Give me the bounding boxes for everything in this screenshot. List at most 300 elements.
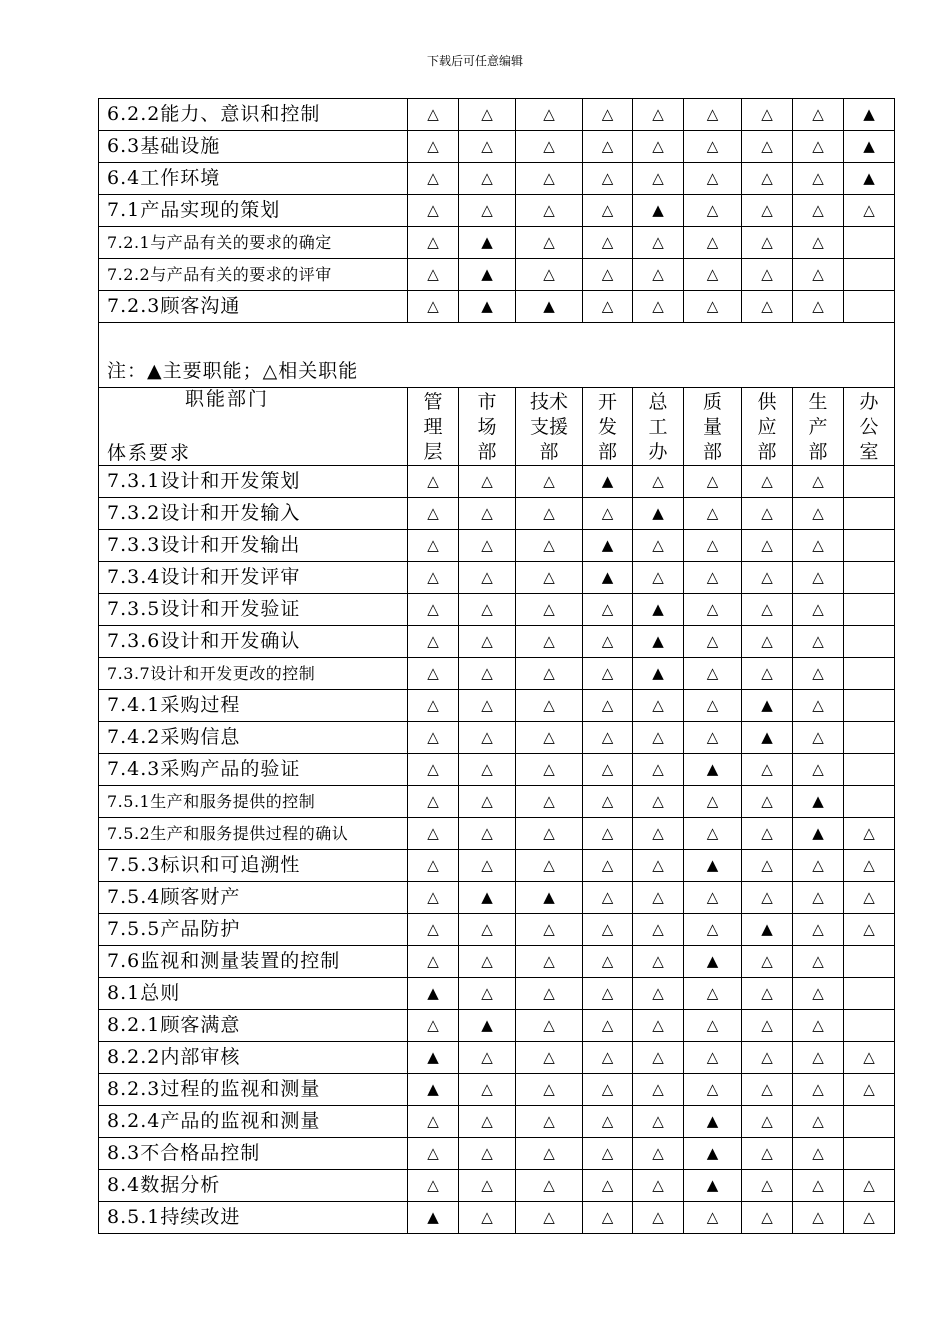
responsibility-cell <box>583 818 633 850</box>
responsibility-cell <box>793 291 844 323</box>
table-row <box>99 594 895 626</box>
related-function-mark: △ <box>481 600 493 618</box>
related-function-mark: △ <box>812 600 824 618</box>
related-function-mark: △ <box>427 728 439 746</box>
responsibility-cell <box>793 1010 844 1042</box>
responsibility-cell <box>684 530 742 562</box>
related-function-mark: △ <box>601 888 614 906</box>
primary-function-mark: ▲ <box>427 1208 439 1226</box>
responsibility-cell <box>684 818 742 850</box>
responsibility-cell <box>793 626 844 658</box>
requirement-cell: 7.1产品实现的策划 <box>99 195 408 227</box>
legend-note: 注：▲主要职能；△相关职能 <box>99 323 895 388</box>
table-row <box>99 882 895 914</box>
responsibility-cell <box>793 1106 844 1138</box>
responsibility-cell <box>516 594 583 626</box>
requirement-cell: 7.6监视和测量装置的控制 <box>99 946 408 978</box>
responsibility-cell <box>633 690 684 722</box>
related-function-mark: △ <box>427 696 439 714</box>
responsibility-cell <box>742 562 793 594</box>
responsibility-cell <box>459 658 516 690</box>
responsibility-cell <box>408 1042 459 1074</box>
related-function-mark: △ <box>543 1080 555 1098</box>
related-function-mark: △ <box>427 792 439 810</box>
requirement-cell: 7.3.3设计和开发输出 <box>99 530 408 562</box>
responsibility-cell <box>408 530 459 562</box>
related-function-mark: △ <box>427 920 439 938</box>
department-header-cell <box>793 388 844 466</box>
related-function-mark: △ <box>761 952 773 970</box>
related-function-mark: △ <box>761 472 773 490</box>
responsibility-cell <box>742 754 793 786</box>
related-function-mark: △ <box>427 1176 439 1194</box>
related-function-mark: △ <box>706 233 719 251</box>
responsibility-cell <box>583 978 633 1010</box>
responsibility-cell <box>684 1202 742 1234</box>
related-function-mark: △ <box>481 201 493 219</box>
requirement-cell: 7.4.3采购产品的验证 <box>99 754 408 786</box>
primary-function-mark: ▲ <box>706 952 719 970</box>
related-function-mark: △ <box>481 952 493 970</box>
responsibility-cell <box>684 1010 742 1042</box>
responsibility-cell <box>844 466 895 498</box>
table-row <box>99 530 895 562</box>
related-function-mark: △ <box>427 472 439 490</box>
related-function-mark: △ <box>652 728 664 746</box>
responsibility-cell <box>459 530 516 562</box>
responsibility-cell <box>408 786 459 818</box>
related-function-mark: △ <box>706 824 719 842</box>
related-function-mark: △ <box>481 504 493 522</box>
responsibility-cell <box>583 626 633 658</box>
responsibility-cell <box>793 163 844 195</box>
responsibility-cell <box>516 882 583 914</box>
responsibility-cell <box>684 946 742 978</box>
related-function-mark: △ <box>652 888 664 906</box>
responsibility-cell <box>844 1042 895 1074</box>
related-function-mark: △ <box>812 888 824 906</box>
related-function-mark: △ <box>543 760 555 778</box>
related-function-mark: △ <box>812 137 824 155</box>
responsibility-cell <box>742 227 793 259</box>
responsibility-cell <box>459 163 516 195</box>
table-row <box>99 1170 895 1202</box>
responsibility-cell <box>459 291 516 323</box>
responsibility-cell <box>742 1202 793 1234</box>
responsibility-cell <box>516 818 583 850</box>
related-function-mark: △ <box>652 920 664 938</box>
related-function-mark: △ <box>543 824 555 842</box>
related-function-mark: △ <box>706 1080 719 1098</box>
related-function-mark: △ <box>863 824 875 842</box>
responsibility-cell <box>844 259 895 291</box>
related-function-mark: △ <box>427 568 439 586</box>
related-function-mark: △ <box>601 233 614 251</box>
responsibility-cell <box>742 1010 793 1042</box>
responsibility-cell <box>408 195 459 227</box>
responsibility-cell <box>633 259 684 291</box>
responsibility-cell <box>844 658 895 690</box>
related-function-mark: △ <box>706 472 719 490</box>
responsibility-cell <box>742 131 793 163</box>
responsibility-cell <box>742 658 793 690</box>
responsibility-cell <box>583 1106 633 1138</box>
responsibility-cell <box>633 562 684 594</box>
responsibility-cell <box>583 530 633 562</box>
responsibility-cell <box>844 1074 895 1106</box>
responsibility-cell <box>844 1010 895 1042</box>
responsibility-cell <box>459 754 516 786</box>
responsibility-cell <box>408 466 459 498</box>
responsibility-cell <box>583 466 633 498</box>
primary-function-mark: ▲ <box>601 568 614 586</box>
related-function-mark: △ <box>706 888 719 906</box>
responsibility-cell <box>793 658 844 690</box>
related-function-mark: △ <box>812 696 824 714</box>
responsibility-cell <box>516 690 583 722</box>
responsibility-cell <box>684 1170 742 1202</box>
responsibility-cell <box>844 626 895 658</box>
related-function-mark: △ <box>543 664 555 682</box>
responsibility-cell <box>516 1074 583 1106</box>
related-function-mark: △ <box>863 1048 875 1066</box>
responsibility-cell <box>633 882 684 914</box>
responsibility-cell <box>583 1074 633 1106</box>
related-function-mark: △ <box>543 201 555 219</box>
responsibility-cell <box>742 1106 793 1138</box>
related-function-mark: △ <box>706 504 719 522</box>
responsibility-cell <box>408 658 459 690</box>
responsibility-cell <box>844 163 895 195</box>
responsibility-cell <box>684 594 742 626</box>
responsibility-cell <box>459 914 516 946</box>
primary-function-mark: ▲ <box>706 1144 719 1162</box>
related-function-mark: △ <box>481 169 493 187</box>
responsibility-cell <box>459 1042 516 1074</box>
related-function-mark: △ <box>812 1208 824 1226</box>
related-function-mark: △ <box>481 1048 493 1066</box>
related-function-mark: △ <box>706 1208 719 1226</box>
related-function-mark: △ <box>761 233 773 251</box>
responsibility-cell <box>633 626 684 658</box>
responsibility-cell <box>793 882 844 914</box>
related-function-mark: △ <box>761 664 773 682</box>
responsibility-cell <box>684 882 742 914</box>
department-header-cell <box>583 388 633 466</box>
responsibility-cell <box>516 259 583 291</box>
related-function-mark: △ <box>427 856 439 874</box>
related-function-mark: △ <box>427 1144 439 1162</box>
responsibility-cell <box>633 1010 684 1042</box>
related-function-mark: △ <box>543 984 555 1002</box>
requirement-cell: 8.3不合格品控制 <box>99 1138 408 1170</box>
responsibility-cell <box>742 690 793 722</box>
responsibility-cell <box>516 1106 583 1138</box>
responsibility-cell <box>516 1010 583 1042</box>
primary-function-mark: ▲ <box>601 472 614 490</box>
primary-function-mark: ▲ <box>481 1016 493 1034</box>
related-function-mark: △ <box>706 536 719 554</box>
responsibility-cell <box>583 658 633 690</box>
responsibility-cell <box>793 754 844 786</box>
responsibility-cell <box>516 498 583 530</box>
related-function-mark: △ <box>652 105 664 123</box>
related-function-mark: △ <box>761 1016 773 1034</box>
requirement-cell: 7.5.2生产和服务提供过程的确认 <box>99 818 408 850</box>
responsibility-cell <box>459 690 516 722</box>
responsibility-cell <box>793 99 844 131</box>
requirement-cell: 8.1总则 <box>99 978 408 1010</box>
related-function-mark: △ <box>601 169 614 187</box>
responsibility-cell <box>633 658 684 690</box>
table-row <box>99 658 895 690</box>
responsibility-cell <box>516 99 583 131</box>
related-function-mark: △ <box>601 760 614 778</box>
requirement-cell: 7.5.5产品防护 <box>99 914 408 946</box>
responsibility-cell <box>408 99 459 131</box>
responsibility-cell <box>684 914 742 946</box>
related-function-mark: △ <box>761 632 773 650</box>
related-function-mark: △ <box>601 201 614 219</box>
related-function-mark: △ <box>543 105 555 123</box>
related-function-mark: △ <box>543 1208 555 1226</box>
related-function-mark: △ <box>427 1112 439 1130</box>
related-function-mark: △ <box>481 568 493 586</box>
responsibility-cell <box>793 978 844 1010</box>
table-row <box>99 1138 895 1170</box>
responsibility-cell <box>793 259 844 291</box>
responsibility-cell <box>459 1074 516 1106</box>
primary-function-mark: ▲ <box>427 1048 439 1066</box>
responsibility-cell <box>516 562 583 594</box>
primary-function-mark: ▲ <box>652 201 664 219</box>
responsibility-cell <box>583 227 633 259</box>
responsibility-cell <box>516 978 583 1010</box>
related-function-mark: △ <box>761 201 773 219</box>
responsibility-cell <box>684 291 742 323</box>
department-axis-label: 职能部门 <box>185 388 270 410</box>
related-function-mark: △ <box>652 760 664 778</box>
responsibility-cell <box>633 1202 684 1234</box>
related-function-mark: △ <box>481 1144 493 1162</box>
related-function-mark: △ <box>543 504 555 522</box>
related-function-mark: △ <box>761 169 773 187</box>
related-function-mark: △ <box>543 265 555 283</box>
responsibility-cell <box>633 946 684 978</box>
primary-function-mark: ▲ <box>652 632 664 650</box>
header-row <box>99 388 895 466</box>
responsibility-cell <box>583 722 633 754</box>
related-function-mark: △ <box>481 472 493 490</box>
requirement-cell: 8.2.1顾客满意 <box>99 1010 408 1042</box>
related-function-mark: △ <box>863 920 875 938</box>
primary-function-mark: ▲ <box>863 169 875 187</box>
table-row <box>99 227 895 259</box>
responsibility-cell <box>742 195 793 227</box>
requirement-cell: 7.2.3顾客沟通 <box>99 291 408 323</box>
responsibility-cell <box>459 594 516 626</box>
table-row <box>99 786 895 818</box>
primary-function-mark: ▲ <box>706 1112 719 1130</box>
responsibility-cell <box>742 594 793 626</box>
related-function-mark: △ <box>812 472 824 490</box>
related-function-mark: △ <box>543 137 555 155</box>
related-function-mark: △ <box>812 952 824 970</box>
related-function-mark: △ <box>427 664 439 682</box>
related-function-mark: △ <box>706 984 719 1002</box>
responsibility-cell <box>516 291 583 323</box>
responsibility-cell <box>516 227 583 259</box>
related-function-mark: △ <box>427 105 439 123</box>
responsibility-cell <box>793 946 844 978</box>
responsibility-cell <box>793 1042 844 1074</box>
related-function-mark: △ <box>601 632 614 650</box>
related-function-mark: △ <box>812 169 824 187</box>
table-row <box>99 978 895 1010</box>
related-function-mark: △ <box>812 201 824 219</box>
responsibility-cell <box>844 594 895 626</box>
related-function-mark: △ <box>706 792 719 810</box>
responsibility-cell <box>459 562 516 594</box>
responsibility-cell <box>633 978 684 1010</box>
responsibility-cell <box>742 291 793 323</box>
related-function-mark: △ <box>761 1208 773 1226</box>
responsibility-cell <box>633 1106 684 1138</box>
responsibility-cell <box>793 914 844 946</box>
responsibility-cell <box>633 163 684 195</box>
requirement-cell: 6.2.2能力、意识和控制 <box>99 99 408 131</box>
related-function-mark: △ <box>812 105 824 123</box>
responsibility-cell <box>844 498 895 530</box>
department-name: 总 工 办 <box>648 391 668 463</box>
responsibility-cell <box>684 978 742 1010</box>
responsibility-cell <box>408 1010 459 1042</box>
primary-function-mark: ▲ <box>427 1080 439 1098</box>
related-function-mark: △ <box>761 1176 773 1194</box>
responsibility-cell <box>742 786 793 818</box>
responsibility-cell <box>516 163 583 195</box>
related-function-mark: △ <box>652 696 664 714</box>
related-function-mark: △ <box>481 760 493 778</box>
responsibility-cell <box>742 1170 793 1202</box>
responsibility-cell <box>633 594 684 626</box>
related-function-mark: △ <box>543 920 555 938</box>
related-function-mark: △ <box>812 1048 824 1066</box>
responsibility-cell <box>793 1202 844 1234</box>
responsibility-cell <box>408 722 459 754</box>
responsibility-cell <box>684 466 742 498</box>
responsibility-cell <box>844 850 895 882</box>
responsibility-cell <box>583 850 633 882</box>
responsibility-cell <box>583 163 633 195</box>
department-name: 质 量 部 <box>702 391 722 463</box>
related-function-mark: △ <box>427 952 439 970</box>
department-header-cell <box>459 388 516 466</box>
table-row <box>99 1010 895 1042</box>
responsibility-cell <box>459 1010 516 1042</box>
related-function-mark: △ <box>427 1016 439 1034</box>
responsibility-cell <box>793 530 844 562</box>
related-function-mark: △ <box>863 1080 875 1098</box>
responsibility-cell <box>633 466 684 498</box>
responsibility-cell <box>408 291 459 323</box>
related-function-mark: △ <box>706 1016 719 1034</box>
related-function-mark: △ <box>812 632 824 650</box>
related-function-mark: △ <box>601 920 614 938</box>
related-function-mark: △ <box>706 664 719 682</box>
responsibility-cell <box>459 227 516 259</box>
requirement-cell: 6.4工作环境 <box>99 163 408 195</box>
table-row <box>99 850 895 882</box>
corner-header-cell <box>99 388 408 466</box>
responsibility-cell <box>516 850 583 882</box>
related-function-mark: △ <box>481 664 493 682</box>
related-function-mark: △ <box>543 792 555 810</box>
responsibility-cell <box>459 1202 516 1234</box>
related-function-mark: △ <box>812 233 824 251</box>
department-header-cell <box>844 388 895 466</box>
related-function-mark: △ <box>427 169 439 187</box>
responsibility-cell <box>408 690 459 722</box>
related-function-mark: △ <box>812 760 824 778</box>
responsibility-cell <box>793 786 844 818</box>
related-function-mark: △ <box>601 1112 614 1130</box>
related-function-mark: △ <box>812 1016 824 1034</box>
responsibility-cell <box>408 131 459 163</box>
responsibility-cell <box>742 1042 793 1074</box>
related-function-mark: △ <box>761 792 773 810</box>
related-function-mark: △ <box>812 920 824 938</box>
related-function-mark: △ <box>812 1080 824 1098</box>
related-function-mark: △ <box>601 1208 614 1226</box>
responsibility-cell <box>742 163 793 195</box>
related-function-mark: △ <box>601 792 614 810</box>
responsibility-cell <box>408 818 459 850</box>
table-row <box>99 99 895 131</box>
requirement-cell: 7.3.4设计和开发评审 <box>99 562 408 594</box>
related-function-mark: △ <box>601 600 614 618</box>
requirement-cell: 7.2.1与产品有关的要求的确定 <box>99 227 408 259</box>
requirement-cell: 7.4.1采购过程 <box>99 690 408 722</box>
responsibility-cell <box>793 722 844 754</box>
table-row <box>99 818 895 850</box>
responsibility-cell <box>516 754 583 786</box>
related-function-mark: △ <box>812 1144 824 1162</box>
related-function-mark: △ <box>812 1112 824 1130</box>
related-function-mark: △ <box>652 1080 664 1098</box>
responsibility-cell <box>459 1138 516 1170</box>
responsibility-cell <box>793 562 844 594</box>
related-function-mark: △ <box>706 568 719 586</box>
responsibility-cell <box>459 882 516 914</box>
related-function-mark: △ <box>652 984 664 1002</box>
responsibility-cell <box>516 1138 583 1170</box>
related-function-mark: △ <box>652 1112 664 1130</box>
related-function-mark: △ <box>652 1176 664 1194</box>
responsibility-cell <box>459 626 516 658</box>
responsibility-cell <box>408 498 459 530</box>
related-function-mark: △ <box>481 1112 493 1130</box>
requirement-cell: 7.5.1生产和服务提供的控制 <box>99 786 408 818</box>
related-function-mark: △ <box>706 632 719 650</box>
department-header-cell <box>516 388 583 466</box>
related-function-mark: △ <box>652 297 664 315</box>
responsibility-cell <box>684 227 742 259</box>
department-header-cell <box>742 388 793 466</box>
responsibility-cell <box>793 227 844 259</box>
related-function-mark: △ <box>543 233 555 251</box>
related-function-mark: △ <box>761 265 773 283</box>
